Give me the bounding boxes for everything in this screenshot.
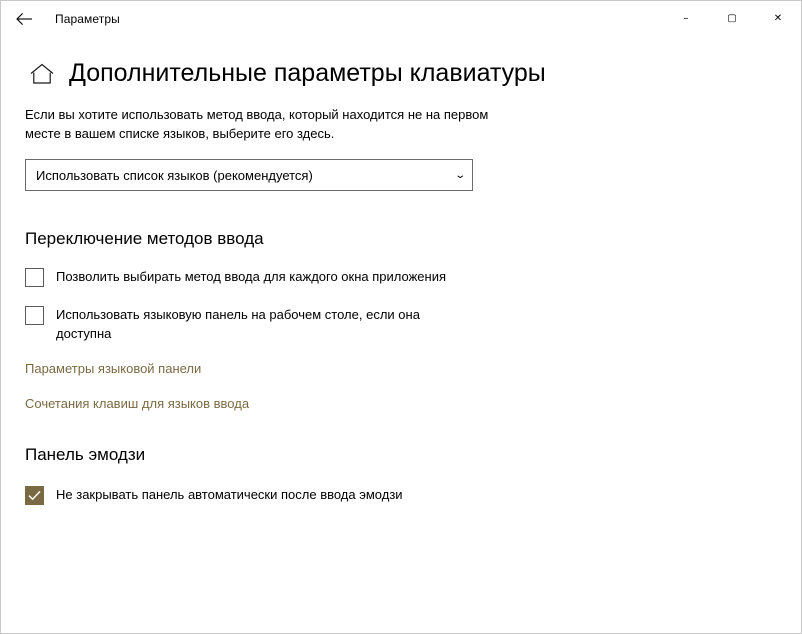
window-title: Параметры: [55, 12, 120, 26]
maximize-icon: ▢: [727, 13, 737, 24]
checkbox-label: Использовать языковую панель на рабочем столе, если она доступна: [56, 307, 420, 341]
switching-section-title: Переключение методов ввода: [25, 229, 264, 248]
checkbox-keep-emoji-panel-open[interactable]: [25, 485, 403, 505]
emoji-section-title: Панель эмодзи: [25, 445, 146, 464]
home-icon[interactable]: [25, 57, 59, 91]
input-method-override-dropdown[interactable]: [25, 159, 473, 191]
input-method-override-value: Использовать список языков (рекомендуется): [36, 167, 313, 183]
back-button[interactable]: [1, 3, 47, 35]
page-description: Если вы хотите использовать метод ввода, который находится не на первом месте в вашем списке языков, выберите его здесь.: [25, 107, 489, 141]
maximize-button[interactable]: [709, 1, 755, 37]
close-icon: ✕: [773, 13, 783, 24]
checkbox-box[interactable]: [25, 306, 44, 325]
checkbox-box[interactable]: [25, 268, 44, 287]
link-input-language-hotkeys[interactable]: Сочетания клавиш для языков ввода: [25, 396, 250, 411]
page-title: Дополнительные параметры клавиатуры: [69, 59, 546, 88]
arrow-left-icon: [16, 12, 33, 26]
checkbox-box[interactable]: [25, 486, 44, 505]
checkbox-label: Позволить выбирать метод ввода для каждого окна приложения: [56, 269, 446, 284]
checkbox-label: Не закрывать панель автоматически после ввода эмодзи: [56, 487, 403, 502]
chevron-down-icon: ⌄: [453, 169, 466, 181]
caption-buttons: [663, 1, 801, 37]
link-language-bar-options[interactable]: Параметры языковой панели: [25, 361, 202, 376]
checkbox-per-app-window[interactable]: [25, 267, 446, 287]
minimize-icon: –: [683, 13, 689, 24]
checkbox-desktop-language-bar[interactable]: [25, 305, 446, 343]
close-button[interactable]: [755, 1, 801, 37]
page-content: [1, 37, 801, 633]
title-bar: [1, 1, 801, 37]
page-header: [25, 57, 777, 91]
minimize-button[interactable]: [663, 1, 709, 37]
